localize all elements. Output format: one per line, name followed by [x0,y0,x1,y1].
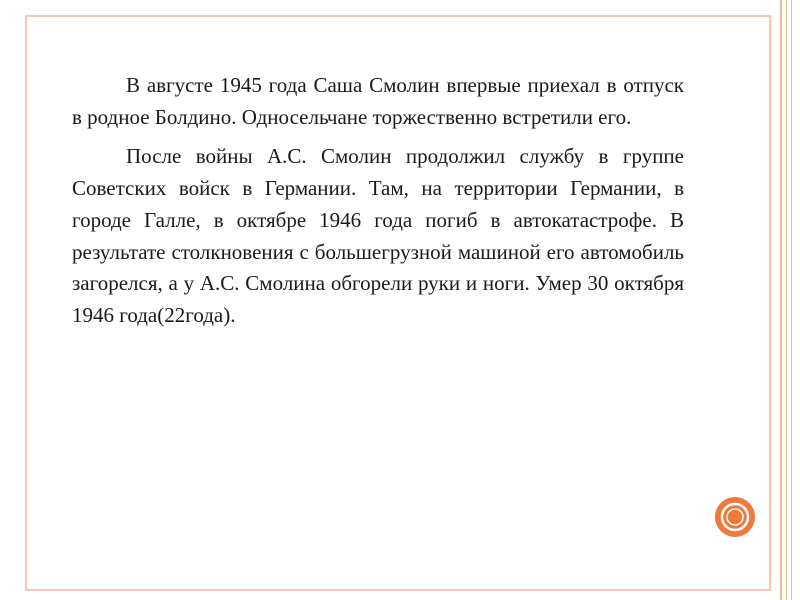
decorative-stripe [780,0,782,600]
decorative-stripe [791,0,792,600]
decorative-stripe [786,0,787,600]
slide-body [72,70,684,340]
circle-ornament-icon [713,495,757,539]
paragraph-1: В августе 1945 года Саша Смолин впервые приехал в отпуск в родное Болдино. Односельчане торжественно встретили его. [72,73,684,129]
paragraph-2: После войны А.С. Смолин продолжил службу в группе Советских войск в Германии. Там, на территории Германии, в городе Галле, в октябре 1946 года погиб в автокатастрофе. В результате столкновения с большегрузной машиной его автомобиль загорелся, а у А.С. Смолина обгорели руки и ноги. Умер 30 октября 1946 года(22года). [72,144,684,327]
